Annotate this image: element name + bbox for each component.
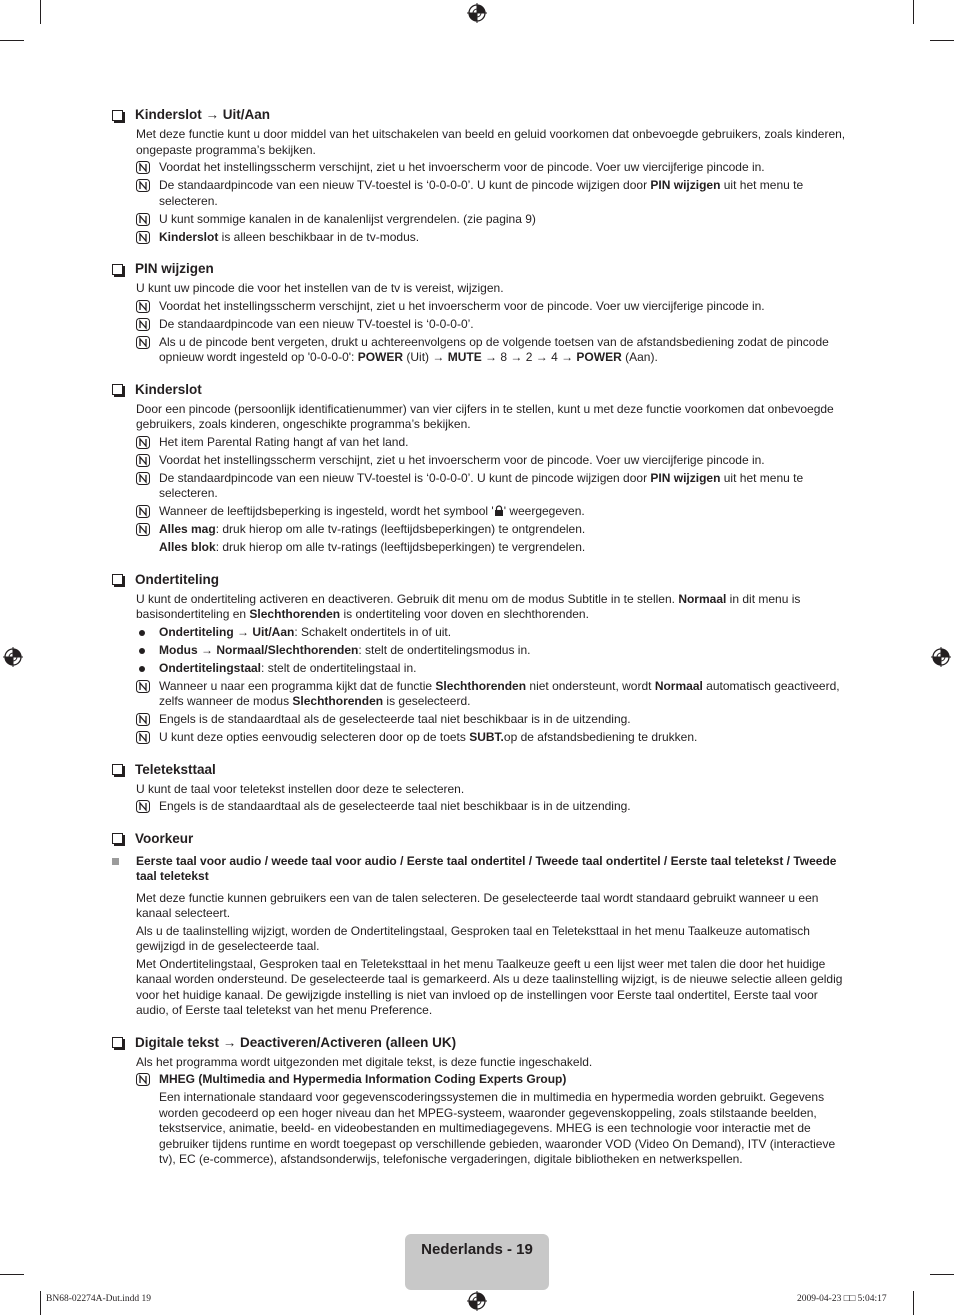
note: Kinderslot is alleen beschikbaar in de tv-modus. — [136, 230, 848, 246]
note: U kunt deze opties eenvoudig selecteren door op de toets SUBT.op de afstandsbediening te drukken. — [136, 730, 848, 746]
section-title: Ondertiteling — [112, 571, 848, 589]
bullet-item: Modus → Normaal/Slechthorenden: stelt de ondertitelingsmodus in. — [136, 643, 848, 659]
note-icon — [136, 680, 150, 693]
note: De standaardpincode van een nieuw TV-toestel is ‘0-0-0-0’. — [136, 317, 848, 333]
note-icon — [136, 523, 150, 536]
manual-content — [112, 106, 848, 1183]
checkbox-bullet-icon — [112, 1037, 123, 1048]
checkbox-bullet-icon — [112, 110, 123, 121]
section-title: Digitale tekst → Deactiveren/Activeren (alleen UK) — [112, 1034, 848, 1052]
note-icon — [136, 505, 150, 518]
note-continuation: Een internationale standaard voor gegevenscoderingssystemen die in multimedia en hypermedia worden gebruikt. Gegevens worden gecodeerd op een hoger niveau dan het MPEG-systeem, waaronder gegevenskoppeling, zoals stilstaande beelden, tekstservice, animatie, beeld- en videobestanden en multimediagegevens. MHEG is een technologie voor interactie met de gebruiker tijdens runtime en wordt toegepast op verschillende gebieden, waaronder VOD (Video On Demand), ITV (interactieve tv), EC (e-commerce), afstandsonderwijs, telefonische vergaderingen, digitale bibliotheken en netwerkspellen. — [159, 1090, 836, 1166]
note: De standaardpincode van een nieuw TV-toestel is ‘0-0-0-0’. U kunt de pincode wijzigen door PIN wijzigen uit het menu te selecteren. — [136, 178, 848, 209]
note: Engels is de standaardtaal als de geselecteerde taal niet beschikbaar is in de uitzending. — [136, 712, 848, 728]
checkbox-bullet-icon — [112, 264, 123, 275]
checkbox-bullet-icon — [112, 833, 123, 844]
crop-mark — [930, 1274, 954, 1275]
section-title: Voorkeur — [112, 830, 848, 848]
note: Als u de pincode bent vergeten, drukt u achtereenvolgens op de volgende toetsen van de afstandsbediening zodat de pincode opnieuw wordt ingesteld op '0-0-0-0': POWER (Uit) → MUTE → 8 → 2 → 4 → POWER (Aan). — [136, 335, 848, 366]
bullet-item: Ondertitelingstaal: stelt de ondertitelingstaal in. — [136, 661, 848, 677]
crop-mark — [930, 40, 954, 41]
note-icon — [136, 454, 150, 467]
note: U kunt sommige kanalen in de kanalenlijst vergrendelen. (zie pagina 9) — [136, 212, 848, 228]
footer-timestamp: 2009-04-23 □□ 5:04:17 — [797, 1294, 887, 1304]
section-title: PIN wijzigen — [112, 260, 848, 278]
lock-icon — [494, 505, 504, 516]
section-digitale-tekst — [112, 1034, 848, 1168]
bullet-icon — [139, 648, 145, 654]
section-kinderslot — [112, 381, 848, 556]
note: Alles mag: druk hierop om alle tv-ratings (leeftijdsbeperkingen) te ontgrendelen. — [136, 522, 848, 538]
bullet-icon — [139, 666, 145, 672]
crop-mark — [913, 0, 914, 24]
note: Voordat het instellingsscherm verschijnt, ziet u het invoerscherm voor de pincode. Voer uw viercijferige pincode in. — [136, 453, 848, 469]
note-icon — [136, 161, 150, 174]
note: MHEG (Multimedia and Hypermedia Information Coding Experts Group) — [136, 1072, 848, 1088]
bullet-item: Ondertiteling → Uit/Aan: Schakelt ondertitels in of uit. — [136, 625, 848, 641]
checkbox-bullet-icon — [112, 384, 123, 395]
note-icon — [136, 318, 150, 331]
note: De standaardpincode van een nieuw TV-toestel is ‘0-0-0-0’. U kunt de pincode wijzigen door PIN wijzigen uit het menu te selecteren. — [136, 471, 848, 502]
square-bullet-icon — [112, 858, 119, 865]
crop-mark — [913, 1291, 914, 1315]
section-title: Teleteksttaal — [112, 761, 848, 779]
note-icon — [136, 300, 150, 313]
note-icon — [136, 179, 150, 192]
section-voorkeur — [112, 830, 848, 1019]
paragraph: Als het programma wordt uitgezonden met digitale tekst, is deze functie ingeschakeld. — [136, 1054, 593, 1069]
registration-mark-icon — [3, 647, 23, 667]
checkbox-bullet-icon — [112, 764, 123, 775]
bullet-icon — [139, 630, 145, 636]
paragraph: U kunt de ondertiteling activeren en deactiveren. Gebruik dit menu om de modus Subtitle in te stellen. Normaal in dit menu is basisondertiteling en Slechthorenden is ondertiteling voor doven en slechthorenden. — [136, 591, 801, 621]
note: Het item Parental Rating hangt af van het land. — [136, 435, 848, 451]
footer-filename: BN68-02274A-Dut.indd 19 — [46, 1294, 152, 1304]
note-icon — [136, 1073, 150, 1086]
registration-mark-icon — [467, 1291, 487, 1311]
section-pin-wijzigen — [112, 260, 848, 366]
paragraph: U kunt uw pincode die voor het instellen van de tv is vereist, wijzigen. — [136, 281, 504, 295]
crop-mark — [40, 0, 41, 24]
note: Voordat het instellingsscherm verschijnt, ziet u het invoerscherm voor de pincode. Voer uw viercijferige pincode in. — [136, 299, 848, 315]
section-teleteksttaal — [112, 761, 848, 815]
subsection-heading: Eerste taal voor audio / weede taal voor audio / Eerste taal ondertitel / Tweede taal ondertitel / Eerste taal teletekst / Tweede taal teletekst — [112, 854, 848, 885]
crop-mark — [40, 1291, 41, 1315]
note-icon — [136, 713, 150, 726]
note-icon — [136, 231, 150, 244]
registration-mark-icon — [931, 647, 951, 667]
section-title: Kinderslot — [112, 381, 848, 399]
paragraph: Door een pincode (persoonlijk identificatienummer) van vier cijfers in te stellen, kunt u met deze functie voorkomen dat onbevoegde gebruikers, zoals kinderen, ongeschikte programma’s bekijken. — [136, 401, 834, 431]
crop-mark — [0, 40, 24, 41]
paragraph: Met Ondertitelingstaal, Gesproken taal en Teleteksttaal in het menu Taalkeuze geeft u een lijst weer met talen die door het huidige kanaal worden ondersteund. De geselecteerde taal is gemarkeerd. Als u deze taalinstelling wijzigt, is de nieuwe selectie alleen geldig voor het huidige kanaal. De gewijzigde instelling is niet van invloed op de instellingen voor Eerste taal ondertitel, Eerste taal voor audio, of Eerste taal teletekst van het menu Preference. — [136, 956, 843, 1017]
paragraph: U kunt de taal voor teletekst instellen door deze te selecteren. — [136, 781, 465, 796]
note: Engels is de standaardtaal als de geselecteerde taal niet beschikbaar is in de uitzending. — [136, 799, 848, 815]
checkbox-bullet-icon — [112, 574, 123, 585]
paragraph: Als u de taalinstelling wijzigt, worden de Ondertitelingstaal, Gesproken taal en Teleteksttaal in het menu Taalkeuze automatisch gewijzigd in de geselecteerde taal. — [136, 923, 810, 953]
section-ondertiteling — [112, 571, 848, 746]
section-kinderslot-uit-aan — [112, 106, 848, 245]
note-icon — [136, 731, 150, 744]
note-continuation: Alles blok: druk hierop om alle tv-ratings (leeftijdsbeperkingen) te vergrendelen. — [159, 540, 586, 554]
section-title: Kinderslot → Uit/Aan — [112, 106, 848, 124]
note-icon — [136, 472, 150, 485]
note-icon — [136, 800, 150, 813]
note-icon — [136, 336, 150, 349]
note-icon — [136, 213, 150, 226]
note: Wanneer u naar een programma kijkt dat de functie Slechthorenden niet ondersteunt, wordt Normaal automatisch geactiveerd, zelfs wanneer de modus Slechthorenden is geselecteerd. — [136, 679, 848, 710]
page-number-tab: Nederlands - 19 — [405, 1234, 549, 1290]
note: Voordat het instellingsscherm verschijnt, ziet u het invoerscherm voor de pincode. Voer uw viercijferige pincode in. — [136, 160, 848, 176]
paragraph: Met deze functie kunnen gebruikers een van de talen selecteren. De geselecteerde taal wordt standaard gebruikt wanneer u een kanaal selecteert. — [136, 890, 819, 920]
registration-mark-icon — [467, 3, 487, 23]
note-icon — [136, 436, 150, 449]
note: Wanneer de leeftijdsbeperking is ingesteld, wordt het symbool ' ' weergegeven. — [136, 504, 848, 520]
crop-mark — [0, 1274, 24, 1275]
paragraph: Met deze functie kunt u door middel van het uitschakelen van beeld en geluid voorkomen dat onbevoegde gebruikers, zoals kinderen, ongepaste programma’s bekijken. — [136, 127, 846, 157]
